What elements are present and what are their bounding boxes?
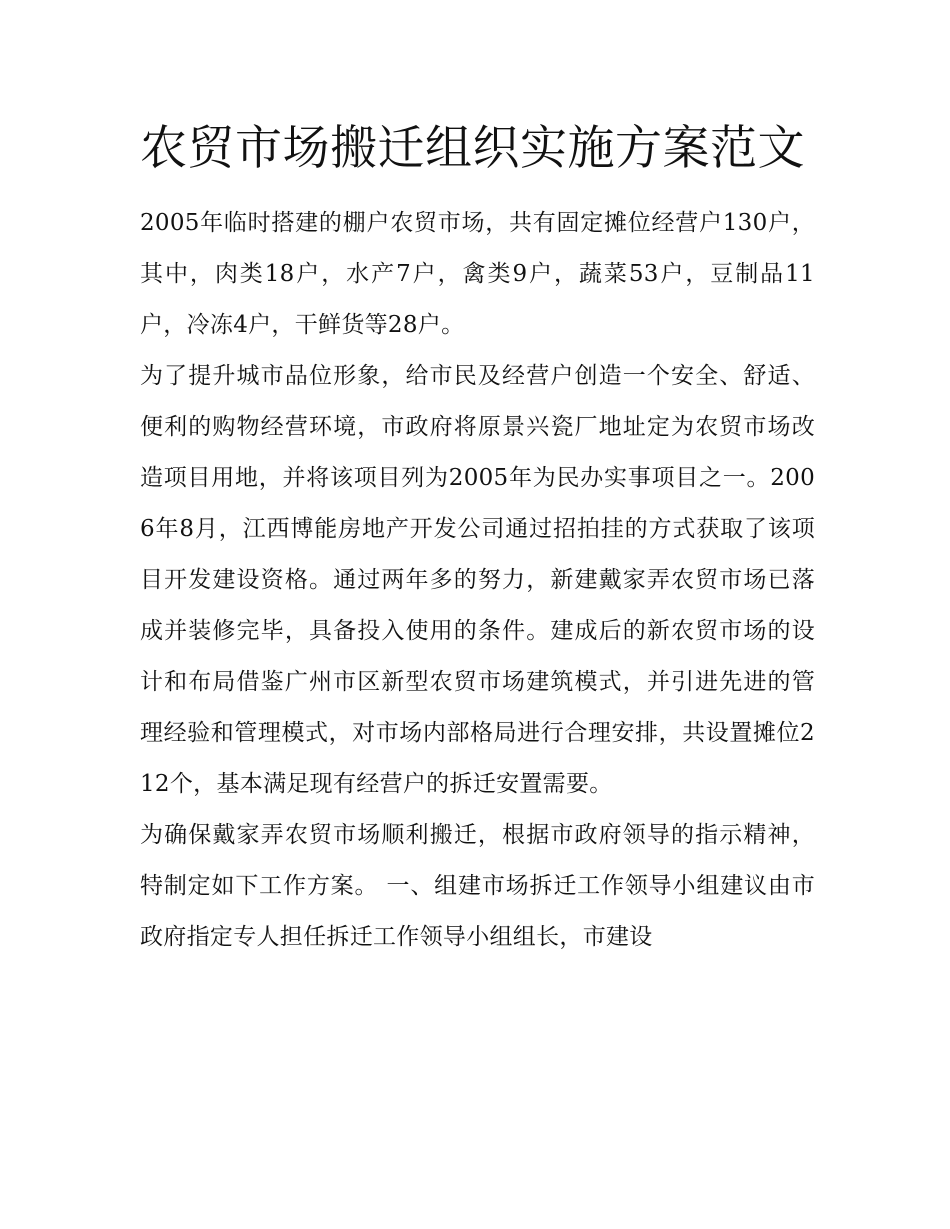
document-title bbox=[140, 112, 815, 186]
paragraph-project-background: 为了提升城市品位形象，给市民及经营户创造一个安全、舒适、便利的购物经营环境，市政府将原景兴瓷厂地址定为农贸市场改造项目用地，并将该项目列为2005年为民办实事项目之一。2006年8月，江西博能房地产开发公司通过招拍挂的方式获取了该项目开发建设资格。通过两年多的努力，新建戴家弄农贸市场已落成并装修完毕，具备投入使用的条件。建成后的新农贸市场的设计和布局借鉴广州市区新型农贸市场建筑模式，并引进先进的管理经验和管理模式，对市场内部格局进行合理安排，共设置摊位212个，基本满足现有经营户的拆迁安置需要。 bbox=[140, 363, 815, 797]
document-title-text: 农贸市场搬迁组织实施方案范文 bbox=[140, 121, 805, 176]
document-body bbox=[140, 112, 815, 963]
paragraph-work-plan: 为确保戴家弄农贸市场顺利搬迁，根据市政府领导的指示精神，特制定如下工作方案。 一、组建市场拆迁工作领导小组建议由市政府指定专人担任拆迁工作领导小组组长，市建设 bbox=[140, 822, 815, 950]
paragraph-market-overview: 2005年临时搭建的棚户农贸市场，共有固定摊位经营户130户，其中，肉类18户，水产7户，禽类9户，蔬菜53户，豆制品11户，冷冻4户，干鲜货等28户。 bbox=[140, 210, 815, 338]
